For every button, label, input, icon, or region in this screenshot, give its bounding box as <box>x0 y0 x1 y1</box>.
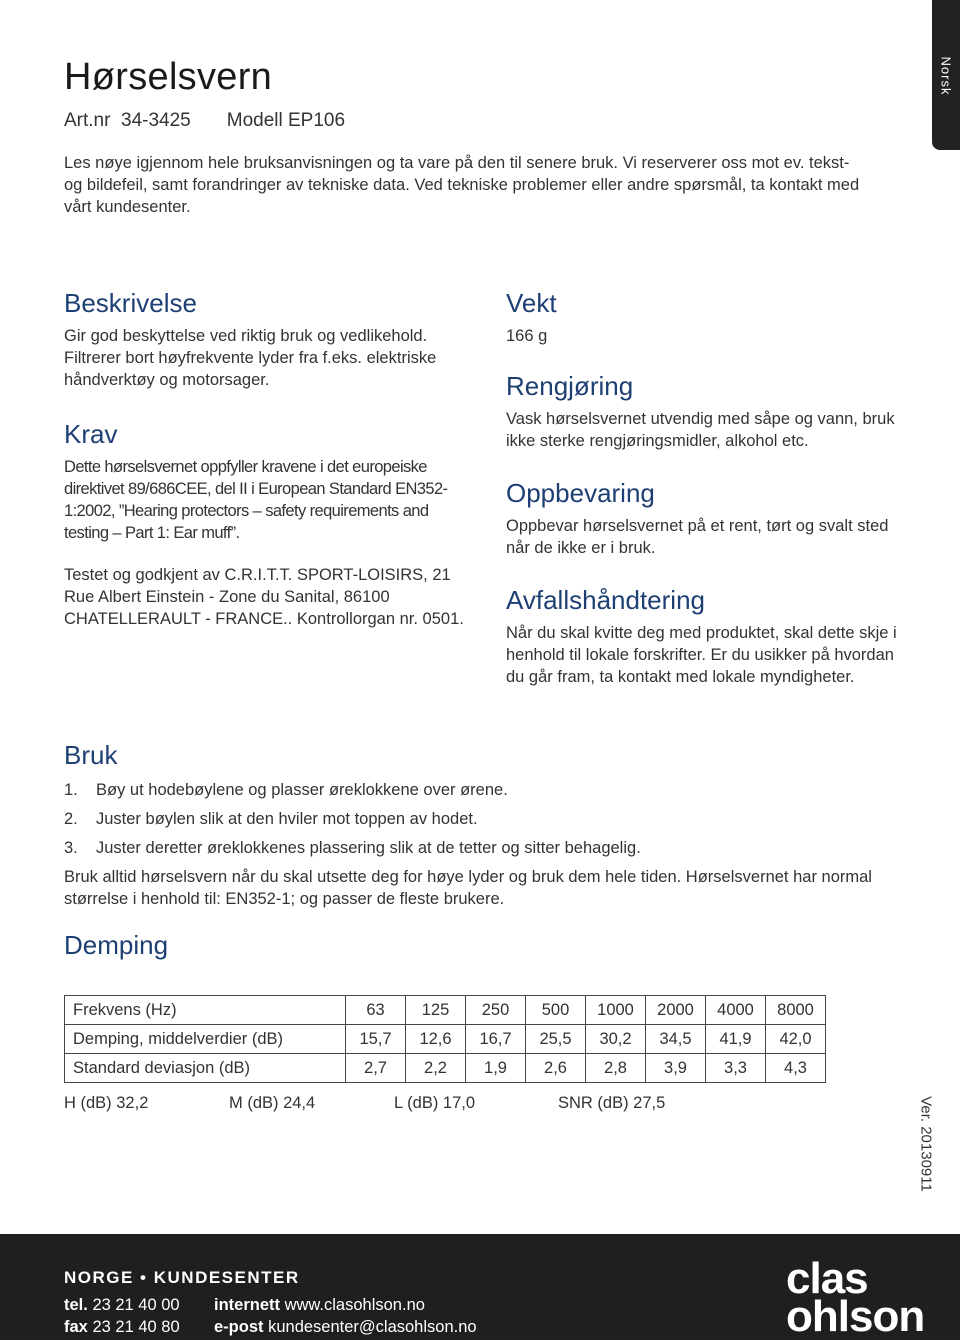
tel-label: tel. <box>64 1296 88 1314</box>
table-row <box>65 996 826 1025</box>
table-cell: 30,2 <box>586 1025 646 1054</box>
internet-label: internett <box>214 1296 280 1314</box>
krav-heading: Krav <box>64 419 118 449</box>
intro-text: Les nøye igjennom hele bruksanvisningen og ta vare på den til senere bruk. Vi reserverer oss mot ev. tekst- og bildefeil, samt forandringer av tekniske data. Ved tekniske problemer eller andre spørsmål, ta kontakt med vårt kundesenter. <box>64 154 860 216</box>
table-cell: 3,9 <box>646 1054 706 1083</box>
table-cell: 4,3 <box>766 1054 826 1083</box>
krav-tested-by: Testet og godkjent av C.R.I.T.T. SPORT-LOISIRS, 21 Rue Albert Einstein - Zone du Sanital, 86100 CHATELLERAULT - FRANCE.. Kontrollorgan nr. 0501. <box>64 566 464 628</box>
rengjoring-text: Vask hørselsvernet utvendig med såpe og vann, bruk ikke sterke rengjøringsmidler, alkohol etc. <box>506 410 895 450</box>
table-cell: 16,7 <box>466 1025 526 1054</box>
avfall-text: Når du skal kvitte deg med produktet, skal dette skje i henhold til lokale forskrifter. Er du usikker på hvordan du går fram, ta kontakt med lokale myndigheter. <box>506 624 897 686</box>
step-text: Bøy ut hodebøylene og plasser øreklokkene over ørene. <box>96 781 508 799</box>
step-number: 3. <box>64 839 78 857</box>
table-cell: 8000 <box>766 996 826 1025</box>
logo-line-2: ohlson <box>786 1292 925 1341</box>
clas-ohlson-logo <box>786 1254 925 1341</box>
row-label: Standard deviasjon (dB) <box>65 1054 346 1083</box>
table-cell: 12,6 <box>406 1025 466 1054</box>
table-cell: 25,5 <box>526 1025 586 1054</box>
article-line <box>64 110 345 132</box>
table-cell: 2,6 <box>526 1054 586 1083</box>
bruk-heading: Bruk <box>64 740 118 770</box>
language-tab-label: Norsk <box>938 56 954 96</box>
left-column <box>64 288 464 630</box>
table-cell: 2,2 <box>406 1054 466 1083</box>
summary-h: H (dB) 32,2 <box>64 1094 149 1112</box>
bruk-step <box>64 808 894 830</box>
table-cell: 250 <box>466 996 526 1025</box>
krav-text: Dette hørselsvernet oppfyller kravene i det europeiske direktivet 89/686CEE, del II i European Standard EN352-1:2002, ”Hearing protectors – safety requirements and testing – Part 1: Ear muff”. <box>64 458 448 542</box>
table-cell: 15,7 <box>346 1025 406 1054</box>
tel-number: 23 21 40 00 <box>92 1296 180 1314</box>
oppbevaring-heading: Oppbevaring <box>506 478 655 508</box>
footer-line-tel <box>64 1296 425 1315</box>
table-cell: 63 <box>346 996 406 1025</box>
table-cell: 3,3 <box>706 1054 766 1083</box>
table-row <box>65 1054 826 1083</box>
demping-table <box>64 995 826 1083</box>
bruk-section <box>64 740 894 910</box>
language-tab <box>932 0 960 150</box>
table-row <box>65 1025 826 1054</box>
table-cell: 1000 <box>586 996 646 1025</box>
internet-link[interactable]: www.clasohlson.no <box>284 1296 425 1314</box>
summary-l: L (dB) 17,0 <box>394 1094 476 1112</box>
table-cell: 4000 <box>706 996 766 1025</box>
table-cell: 125 <box>406 996 466 1025</box>
bruk-steps <box>64 779 894 859</box>
logo-line-1: clas <box>786 1254 868 1303</box>
summary-m: M (dB) 24,4 <box>229 1094 316 1112</box>
summary-snr: SNR (dB) 27,5 <box>558 1094 666 1112</box>
footer-heading: NORGE • KUNDESENTER <box>64 1268 300 1287</box>
vekt-heading: Vekt <box>506 288 557 318</box>
version-text: Ver. 20130911 <box>917 1096 935 1192</box>
bruk-step <box>64 837 894 859</box>
page-title: Hørselsvern <box>64 56 273 98</box>
fax-label: fax <box>64 1318 88 1336</box>
row-label: Demping, middelverdier (dB) <box>65 1025 346 1054</box>
beskrivelse-text: Gir god beskyttelse ved riktig bruk og vedlikehold. Filtrerer bort høyfrekvente lyder fra f.eks. elektriske håndverktøy og motorsager. <box>64 327 437 389</box>
avfall-heading: Avfallshåndtering <box>506 585 705 615</box>
demping-heading: Demping <box>64 930 169 960</box>
footer-line-fax <box>64 1318 477 1337</box>
beskrivelse-heading: Beskrivelse <box>64 288 197 318</box>
vekt-text: 166 g <box>506 327 548 345</box>
version-label <box>916 1094 936 1194</box>
table-cell: 2000 <box>646 996 706 1025</box>
table-cell: 42,0 <box>766 1025 826 1054</box>
right-column <box>506 288 906 688</box>
bruk-note: Bruk alltid hørselsvern når du skal utsette deg for høye lyder og bruk dem hele tiden. Hørselsvernet har normal størrelse i henhold til: EN352-1; og passer de fleste brukere. <box>64 868 872 908</box>
fax-number: 23 21 40 80 <box>92 1318 180 1336</box>
email-label: e-post <box>214 1318 264 1336</box>
step-number: 2. <box>64 810 78 828</box>
email-link[interactable]: kundesenter@clasohlson.no <box>268 1318 477 1336</box>
table-cell: 1,9 <box>466 1054 526 1083</box>
bruk-step <box>64 779 894 801</box>
table-cell: 2,7 <box>346 1054 406 1083</box>
table-cell: 2,8 <box>586 1054 646 1083</box>
model-number: Modell EP106 <box>226 110 346 131</box>
table-cell: 34,5 <box>646 1025 706 1054</box>
step-text: Juster bøylen slik at den hviler mot toppen av hodet. <box>96 810 478 828</box>
row-label: Frekvens (Hz) <box>65 996 346 1025</box>
step-text: Juster deretter øreklokkenes plassering slik at de tetter og sitter behagelig. <box>96 839 641 857</box>
article-number: Art.nr 34-3425 <box>64 110 191 131</box>
footer <box>0 1234 960 1340</box>
table-cell: 500 <box>526 996 586 1025</box>
step-number: 1. <box>64 781 78 799</box>
rengjoring-heading: Rengjøring <box>506 371 634 401</box>
table-cell: 41,9 <box>706 1025 766 1054</box>
oppbevaring-text: Oppbevar hørselsvernet på et rent, tørt og svalt sted når de ikke er i bruk. <box>506 517 889 557</box>
